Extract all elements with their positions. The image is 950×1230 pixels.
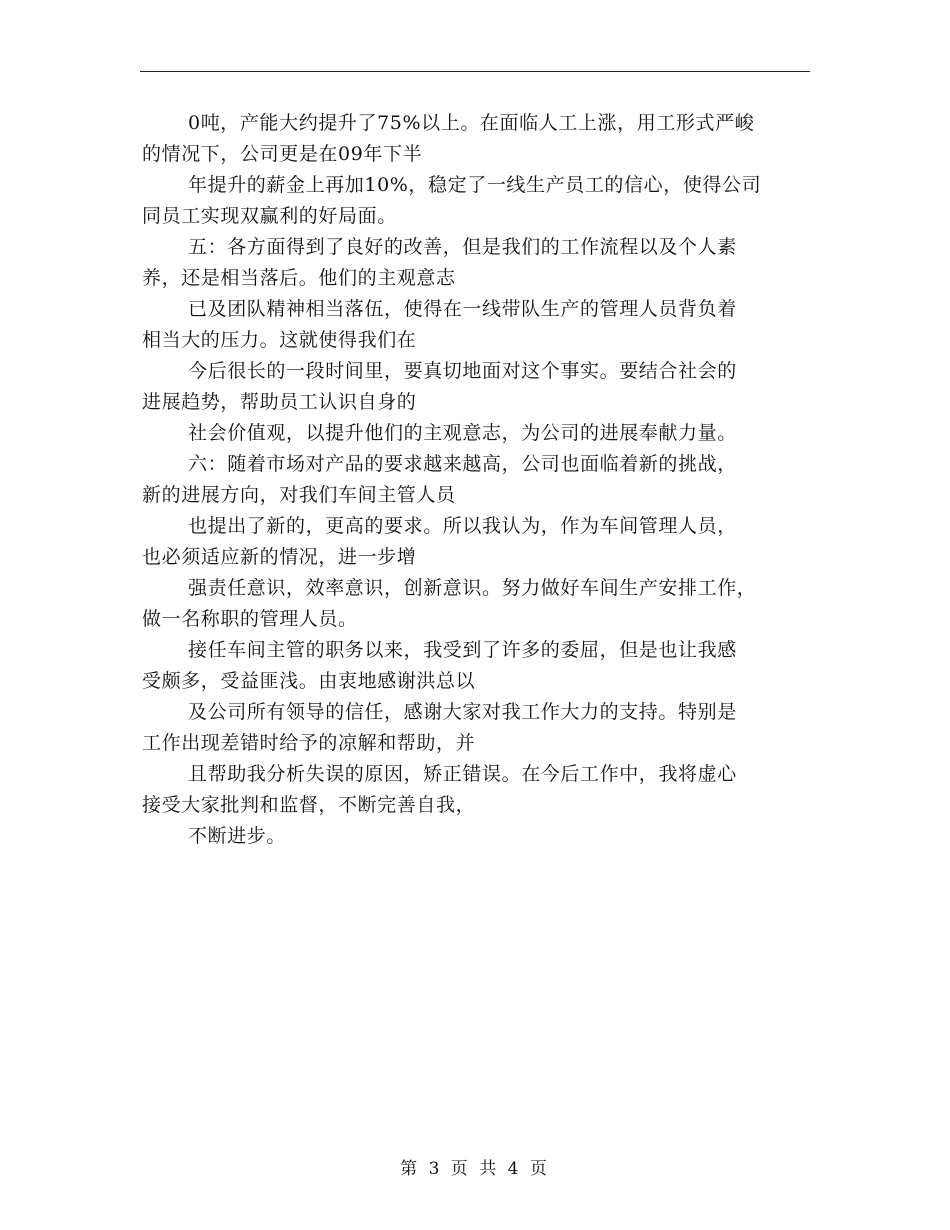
paragraph-line: 也必须适应新的情况，进一步增 [142, 546, 417, 568]
paragraph-line: 不断进步。 [188, 825, 287, 847]
paragraph-line: 及公司所有领导的信任，感谢大家对我工作大力的支持。特别是 [188, 701, 737, 723]
paragraph [142, 108, 812, 170]
paragraph-line: 六：随着市场对产品的要求越来越高，公司也面临着新的挑战， [188, 453, 737, 475]
paragraph [142, 573, 812, 635]
paragraph-line: 同员工实现双赢利的好局面。 [142, 205, 397, 227]
paragraph-line: 已及团队精神相当落伍，使得在一线带队生产的管理人员背负着 [188, 298, 737, 320]
paragraph [142, 511, 812, 573]
paragraph-line: 社会价值观，以提升他们的主观意志，为公司的进展奉献力量。 [188, 422, 737, 444]
paragraph-line: 也提出了新的，更高的要求。所以我认为，作为车间管理人员， [188, 515, 737, 537]
paragraph-line: 五：各方面得到了良好的改善，但是我们的工作流程以及个人素 [188, 236, 737, 258]
paragraph-line: 进展趋势，帮助员工认识自身的 [142, 391, 417, 413]
paragraph-line: 受颇多，受益匪浅。由衷地感谢洪总以 [142, 670, 476, 692]
paragraph-line: 强责任意识，效率意识，创新意识。努力做好车间生产安排工作， [188, 577, 757, 599]
paragraph [142, 232, 812, 294]
paragraph-line: 且帮助我分析失误的原因，矫正错误。在今后工作中，我将虚心 [188, 763, 737, 785]
paragraph [142, 356, 812, 418]
paragraph [142, 294, 812, 356]
paragraph-line: 新的进展方向，对我们车间主管人员 [142, 484, 456, 506]
paragraph [142, 635, 812, 697]
page-number-footer: 第 3 页 共 4 页 [400, 1159, 550, 1179]
paragraph-line: 0吨，产能大约提升了75%以上。在面临人工上涨，用工形式严峻 [188, 112, 755, 134]
paragraph-line: 接任车间主管的职务以来，我受到了许多的委屈，但是也让我感 [188, 639, 737, 661]
paragraph-line: 今后很长的一段时间里，要真切地面对这个事实。要结合社会的 [188, 360, 737, 382]
paragraph-line: 年提升的薪金上再加10%，稳定了一线生产员工的信心，使得公司 [188, 174, 762, 196]
paragraph [142, 697, 812, 759]
paragraph-line: 接受大家批判和监督，不断完善自我， [142, 794, 476, 816]
header-rule [140, 71, 810, 72]
paragraph [142, 449, 812, 511]
paragraph-line: 的情况下，公司更是在09年下半 [142, 143, 423, 165]
paragraph [142, 170, 812, 232]
paragraph [142, 821, 812, 852]
paragraph-line: 养，还是相当落后。他们的主观意志 [142, 267, 456, 289]
paragraph-line: 相当大的压力。这就使得我们在 [142, 329, 417, 351]
paragraph [142, 418, 812, 449]
document-body [142, 108, 812, 852]
paragraph-line: 工作出现差错时给予的凉解和帮助，并 [142, 732, 476, 754]
paragraph [142, 759, 812, 821]
paragraph-line: 做一名称职的管理人员。 [142, 608, 358, 630]
